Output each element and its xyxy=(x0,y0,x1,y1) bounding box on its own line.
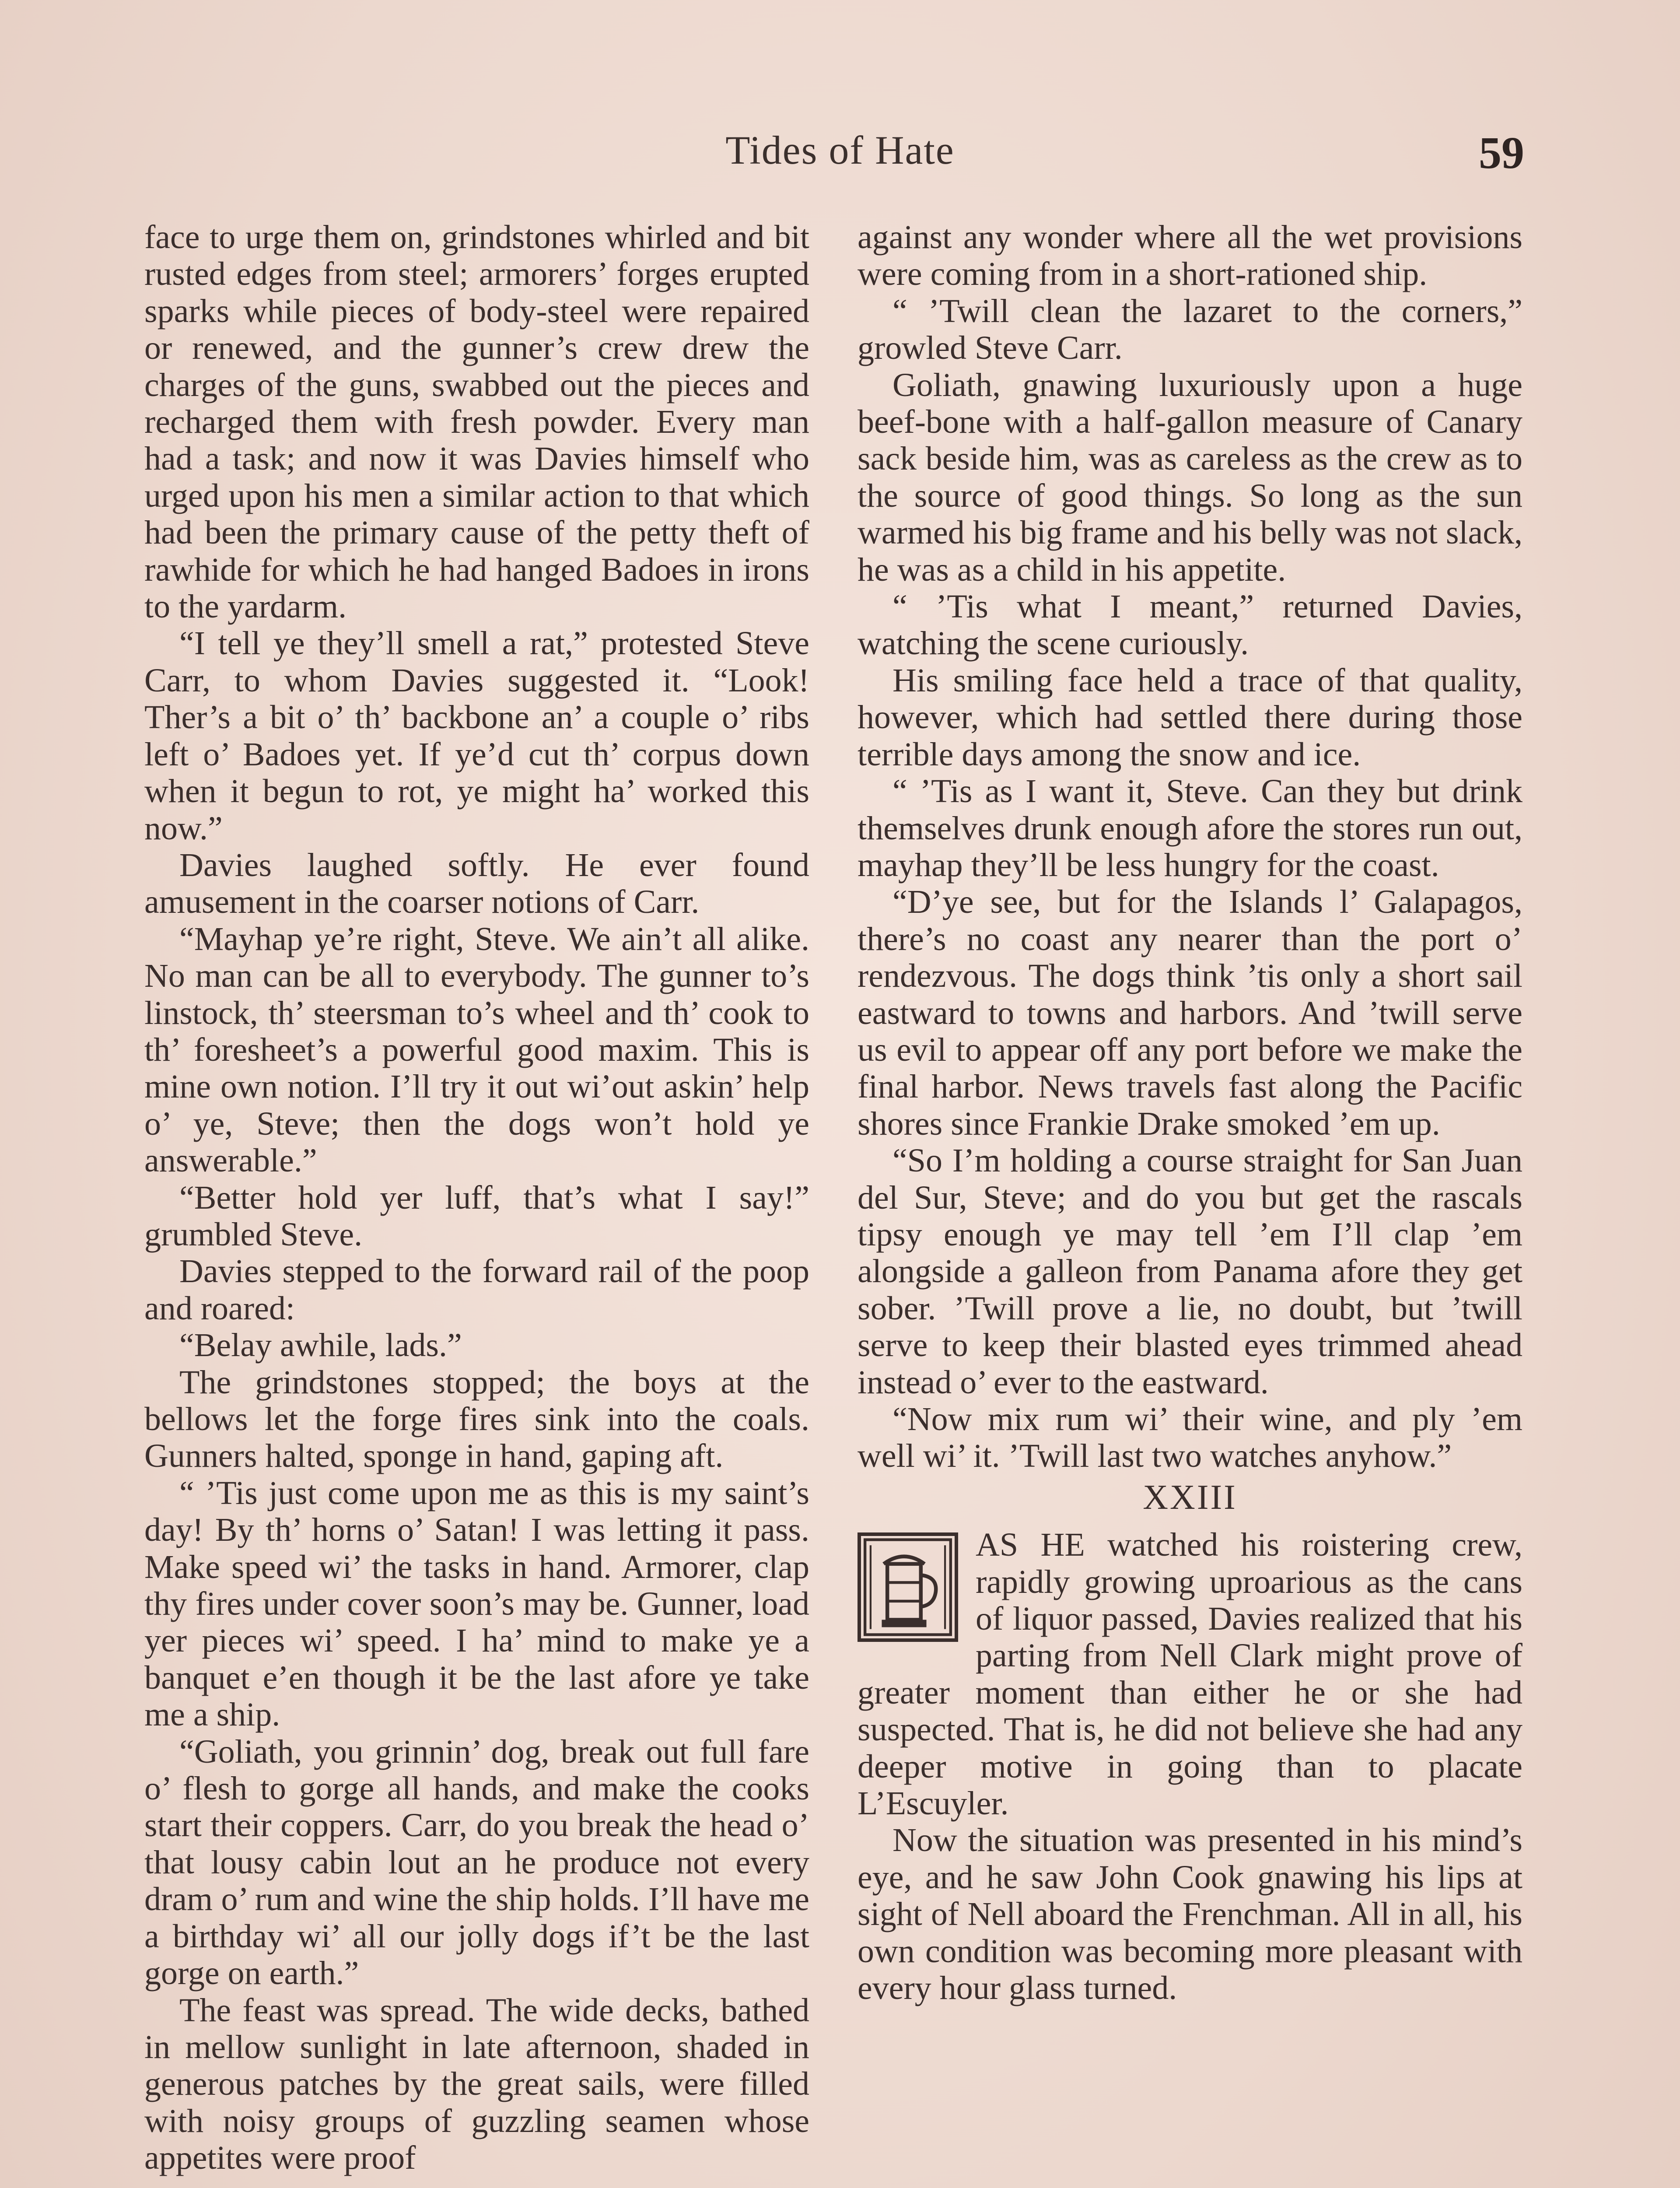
paragraph: “Better hold yer luff, that’s what I say!” grumbled Steve. xyxy=(144,1179,809,1253)
tankard-icon xyxy=(858,1532,958,1642)
paragraph: “D’ye see, but for the Islands l’ Galapagos, there’s no coast any nearer than the port o’ rendezvous. The dogs think ’tis only a short sail eastward to towns and harbors. And ’twill serve us evil to appear off any port before we make the final harbor. News travels fast along the Pacific shores since Frankie Drake smoked ’em up. xyxy=(858,884,1522,1142)
page-header xyxy=(0,127,1680,197)
chapter-opening xyxy=(858,1526,1522,1822)
paragraph: face to urge them on, grindstones whirled and bit rusted edges from steel; armorers’ forges erupted sparks while pieces of body-steel were repaired or renewed, and the gunner’s crew drew the charges of the guns, swabbed out the pieces and recharged them with fresh powder. Every man had a task; and now it was Davies himself who urged upon his men a similar action to that which had been the primary cause of the petty theft of rawhide for which he had hanged Badoes in irons to the yardarm. xyxy=(144,219,809,625)
paragraph: “Belay awhile, lads.” xyxy=(179,1327,462,1364)
paragraph: “I tell ye they’ll smell a rat,” protested Steve Carr, to whom Davies suggested it. “Look! Ther’s a bit o’ th’ backbone an’ a couple o’ ribs left o’ Badoes yet. If ye’d cut th’ corpus down when it begun to rot, ye might ha’ worked this now.” xyxy=(144,625,809,847)
paragraph: Now the situation was presented in his mind’s eye, and he saw John Cook gnawing his lips at sight of Nell aboard the Frenchman. All in all, his own condition was becoming more pleasant with every hour glass turned. xyxy=(858,1822,1522,2007)
paragraph: Davies stepped to the forward rail of the poop and roared: xyxy=(144,1253,809,1327)
paragraph: The grindstones stopped; the boys at the bellows let the forge fires sink into the coals. Gunners halted, sponge in hand, gaping aft. xyxy=(144,1364,809,1475)
paragraph: His smiling face held a trace of that quality, however, which had settled there during those terrible days among the snow and ice. xyxy=(858,662,1522,773)
left-column xyxy=(144,219,809,2177)
paragraph: “ ’Twill clean the lazaret to the corners,” growled Steve Carr. xyxy=(858,292,1522,367)
paragraph: Davies laughed softly. He ever found amusement in the coarser notions of Carr. xyxy=(144,846,809,921)
paragraph: “Now mix rum wi’ their wine, and ply ’em well wi’ it. ’Twill last two watches anyhow.” xyxy=(858,1401,1522,1475)
paragraph: “ ’Tis just come upon me as this is my saint’s day! By th’ horns o’ Satan! I was letting it pass. Make speed wi’ the tasks in hand. Armorer, clap thy fires under cover soon’s may be. Gunner, load yer pieces wi’ speed. I ha’ mind to make ye a banquet e’en though it be the last afore ye take me a ship. xyxy=(144,1474,809,1733)
paragraph: “So I’m holding a course straight for San Juan del Sur, Steve; and do you but get the rascals tipsy enough ye may tell ’em I’ll clap ’em alongside a galleon from Panama afore they get sober. ’Twill prove a lie, no doubt, but ’twill serve to keep their blasted eyes trimmed ahead instead o’ ever to the eastward. xyxy=(858,1142,1522,1401)
right-column xyxy=(858,219,1522,2007)
paragraph: “ ’Tis what I meant,” returned Davies, watching the scene curiously. xyxy=(858,588,1522,662)
paragraph: “Mayhap ye’re right, Steve. We ain’t all alike. No man can be all to everybody. The gunner to’s linstock, th’ steersman to’s wheel and th’ cook to th’ foresheet’s a powerful good maxim. This is mine own notion. I’ll try it out wi’out askin’ help o’ ye, Steve; then the dogs won’t hold ye answerable.” xyxy=(144,920,809,1179)
paragraph: Goliath, gnawing luxuriously upon a huge beef-bone with a half-gallon measure of Canary sack beside him, was as careless as the crew as to the source of good things. So long as the sun warmed his big frame and his belly was not slack, he was as a child in his appetite. xyxy=(858,366,1522,588)
page-number: 59 xyxy=(1479,128,1524,178)
paragraph: against any wonder where all the wet provisions were coming from in a short-rationed ship. xyxy=(858,219,1522,293)
paragraph: “Goliath, you grinnin’ dog, break out full fare o’ flesh to gorge all hands, and make the cooks start their coppers. Carr, do you break the head o’ that lousy cabin lout an he produce not every dram o’ rum and wine the ship holds. I’ll have me a birthday wi’ all our jolly dogs if’t be the last gorge on earth.” xyxy=(144,1733,809,1992)
paragraph: AS HE watched his roistering crew, rapidly growing uproarious as the cans of liquor passed, Davies realized that his parting from Nell Clark might prove of greater moment than either he or she had suspected. That is, he did not believe she had any deeper motive in going than to placate L’Escuyler. xyxy=(858,1526,1522,1822)
paragraph: “ ’Tis as I want it, Steve. Can they but drink themselves drunk enough afore the stores run out, mayhap they’ll be less hungry for the coast. xyxy=(858,773,1522,884)
chapter-heading: XXIII xyxy=(1143,1478,1237,1517)
running-title: Tides of Hate xyxy=(725,128,955,172)
paragraph: The feast was spread. The wide decks, bathed in mellow sunlight in late afternoon, shaded in generous patches by the great sails, were filled with noisy groups of guzzling seamen whose appetites were proof xyxy=(144,1992,809,2177)
